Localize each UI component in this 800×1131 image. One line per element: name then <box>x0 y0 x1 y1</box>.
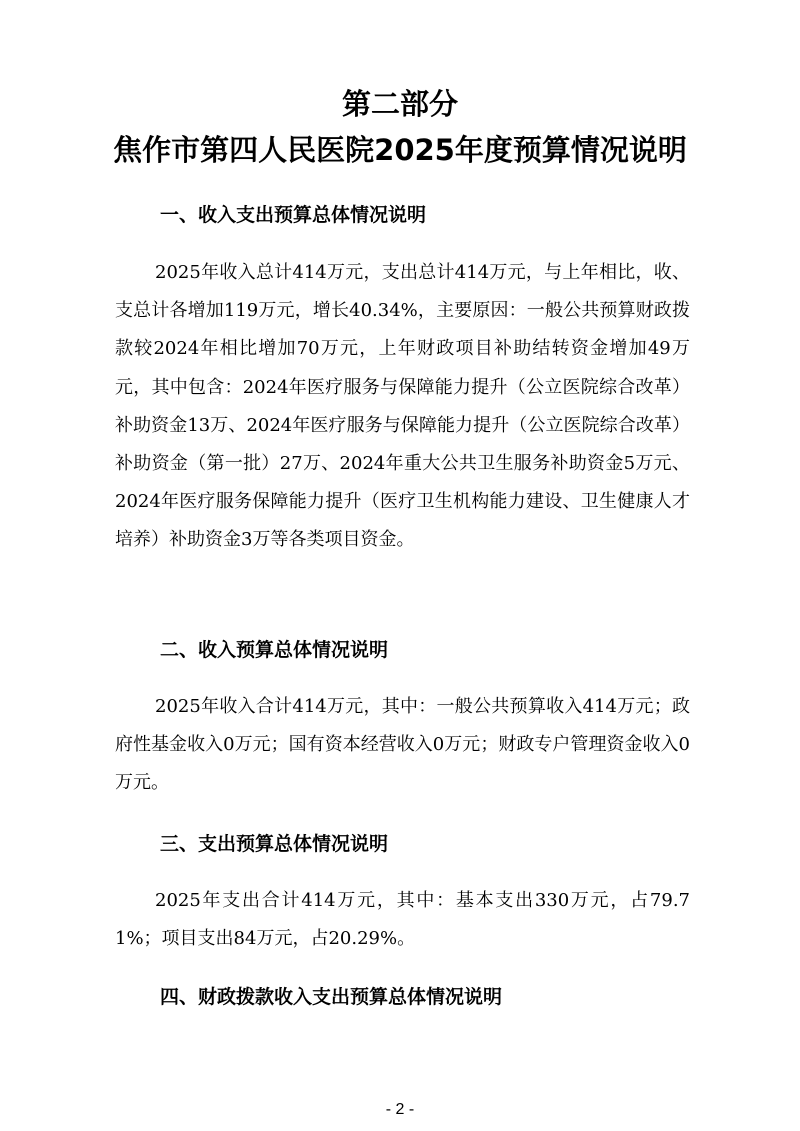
part-title: 第二部分 <box>341 87 458 121</box>
section-heading-1: 一、收入支出预算总体情况说明 <box>160 204 427 226</box>
document-title: 焦作市第四人民医院2025年度预算情况说明 <box>113 133 687 167</box>
section-heading-3: 三、支出预算总体情况说明 <box>160 833 389 855</box>
section-heading-4: 四、财政拨款收入支出预算总体情况说明 <box>160 986 503 1008</box>
section-heading-2: 二、收入预算总体情况说明 <box>160 639 389 661</box>
section-body-3: 2025年支出合计414万元，其中：基本支出330万元，占79.71%；项目支出84万元，占20.29%。 <box>115 890 690 950</box>
section-body-2: 2025年收入合计414万元，其中：一般公共预算收入414万元；政府性基金收入0万元；国有资本经营收入0万元；财政专户管理资金收入0万元。 <box>115 696 690 794</box>
page-number: - 2 - <box>385 1101 415 1118</box>
section-body-1: 2025年收入总计414万元，支出总计414万元，与上年相比，收、支总计各增加119万元，增长40.34%，主要原因：一般公共预算财政拨款较2024年相比增加70万元，上年财政项目补助结转资金增加49万元，其中包含：2024年医疗服务与保障能力提升（公立医院综合改革）补助资金13万、2024年医疗服务与保障能力提升（公立医院综合改革）补助资金（第一批）27万、2024年重大公共卫生服务补助资金5万元、2024年医疗服务保障能力提升（医疗卫生机构能力建设、卫生健康人才培养）补助资金3万等各类项目资金。 <box>115 262 690 551</box>
